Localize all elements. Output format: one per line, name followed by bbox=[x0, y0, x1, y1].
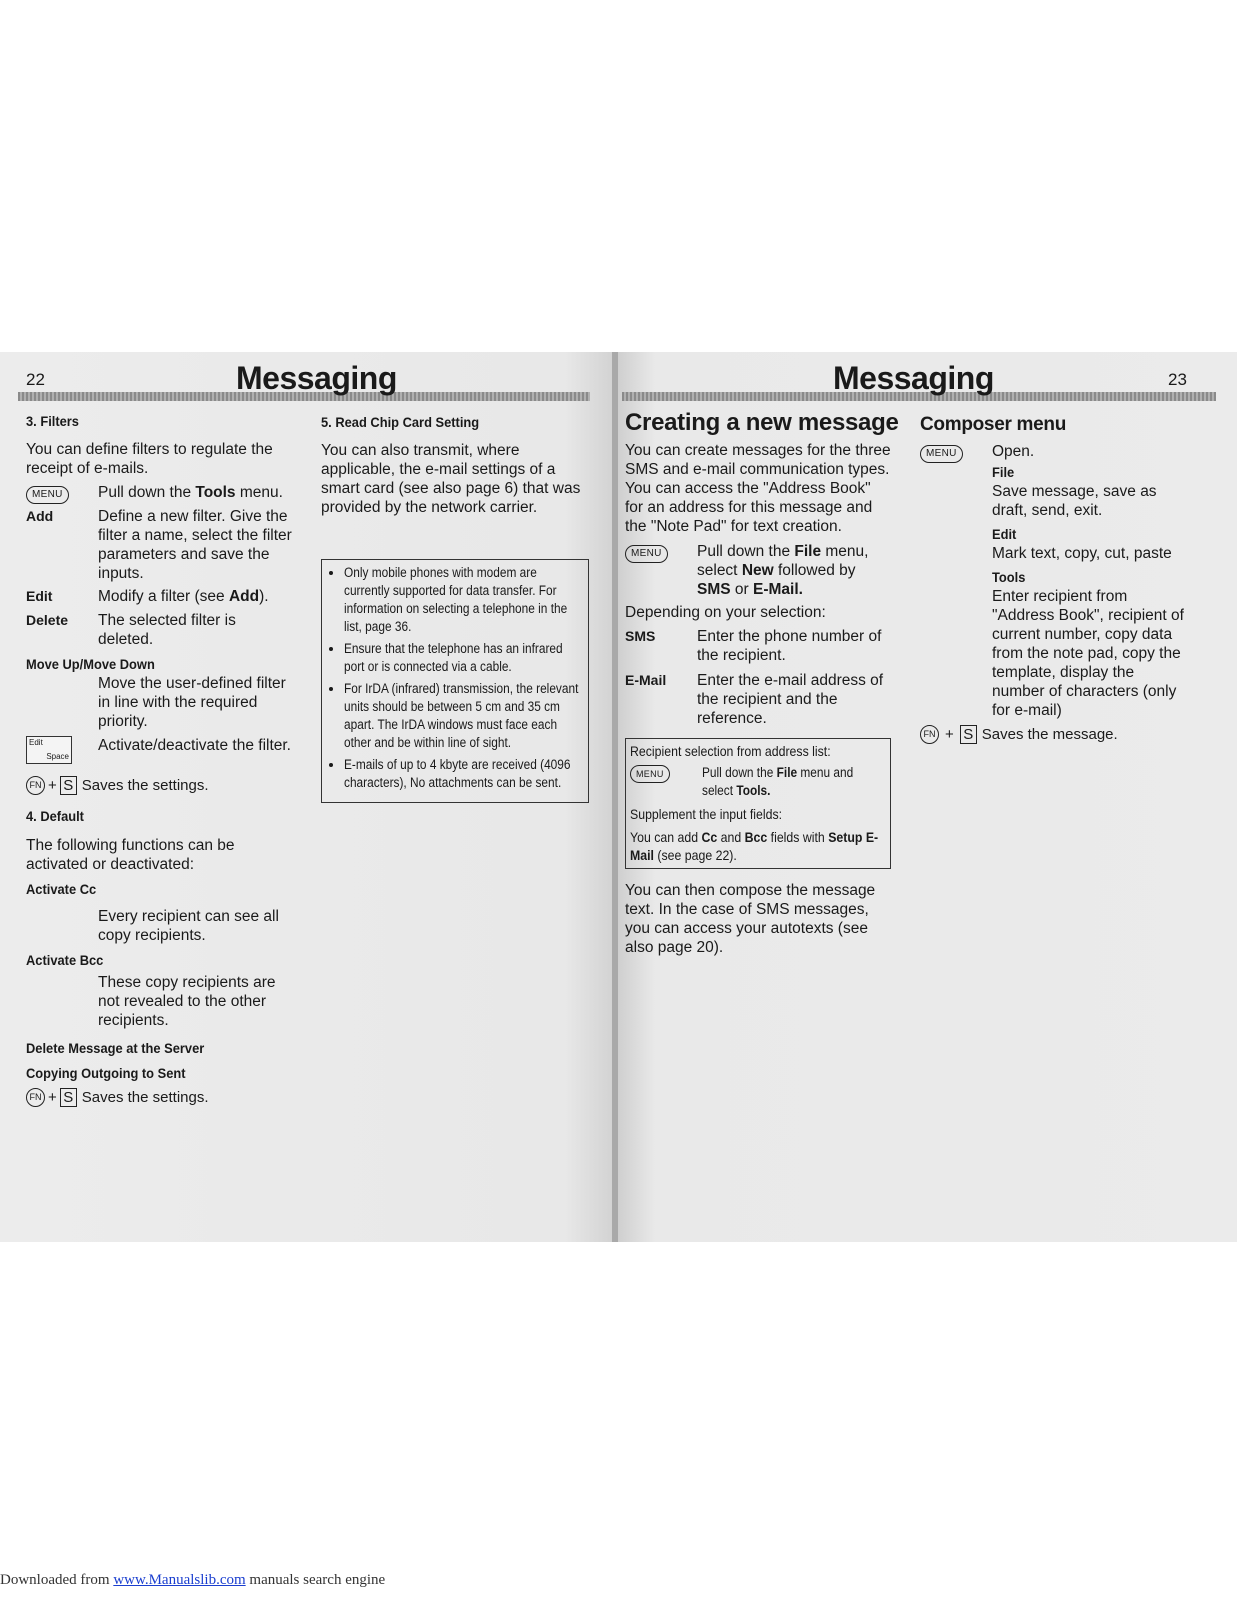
note-item: • Ensure that the telephone has an infrared port or is connected via a cable. bbox=[344, 640, 584, 676]
tools-menu-text: Pull down the Tools menu. bbox=[98, 484, 283, 501]
save-settings-text-2: Saves the settings. bbox=[81, 1089, 209, 1106]
sms-row bbox=[625, 627, 891, 665]
left-page bbox=[0, 352, 614, 1242]
file-label: File bbox=[992, 464, 1015, 480]
activate-bcc-text: These copy recipients are not revealed to the other recipients. bbox=[98, 974, 276, 1029]
default-heading: 4. Default bbox=[26, 808, 84, 824]
page-number-right: 23 bbox=[1168, 370, 1187, 389]
s-key-icon: S bbox=[960, 725, 977, 744]
menu-key-icon: MENU bbox=[630, 765, 670, 783]
s-key-icon: S bbox=[60, 776, 77, 795]
box-menu-text: Pull down the File menu and select Tools. bbox=[702, 765, 854, 798]
recipient-selection-text: Recipient selection from address list: bbox=[630, 743, 831, 759]
default-intro: The following functions can be activated or deactivated: bbox=[26, 837, 235, 873]
filters-intro: You can define filters to regulate the receipt of e-mails. bbox=[26, 441, 273, 477]
activate-row bbox=[26, 736, 294, 769]
file-menu-text: Pull down the File menu, select New followed by SMS or E-Mail. bbox=[697, 543, 869, 598]
file-text: Save message, save as draft, send, exit. bbox=[992, 483, 1157, 519]
edit-row bbox=[26, 587, 294, 606]
edit-label: Edit bbox=[992, 526, 1017, 542]
menu-key-icon: MENU bbox=[26, 486, 69, 504]
scanned-spread bbox=[0, 352, 1237, 1242]
open-row bbox=[920, 442, 1188, 463]
creating-intro: You can create messages for the three SMS and e-mail communication types. You can access the "Address Book" for an address for this message and the "Note Pad" for text creation. bbox=[625, 442, 891, 535]
page-header-right: Messaging bbox=[833, 360, 994, 396]
left-column-1 bbox=[26, 413, 294, 1107]
depending-text: Depending on your selection: bbox=[625, 604, 826, 621]
box-menu-row bbox=[630, 764, 886, 800]
add-label: Add bbox=[26, 508, 54, 524]
activate-bcc-label: Activate Bcc bbox=[26, 952, 104, 968]
email-text: Enter the e-mail address of the recipient and the reference. bbox=[697, 672, 884, 727]
delete-server-label: Delete Message at the Server bbox=[26, 1040, 205, 1056]
email-label: E-Mail bbox=[625, 672, 667, 688]
add-text: Define a new filter. Give the filter a name, select the filter parameters and save the inputs. bbox=[98, 508, 292, 582]
fn-key-icon: FN bbox=[26, 1088, 45, 1107]
sms-label: SMS bbox=[625, 628, 656, 644]
activate-cc-row bbox=[26, 907, 294, 945]
filters-heading: 3. Filters bbox=[26, 413, 79, 429]
edit-label: Edit bbox=[26, 588, 53, 604]
tools-label: Tools bbox=[992, 569, 1026, 585]
tools-text: Enter recipient from "Address Book", recipient of current number, copy data from the note pad, copy the template, display the number of characters (only for e-mail) bbox=[992, 588, 1184, 719]
left-column-2 bbox=[321, 416, 589, 803]
activate-cc-text: Every recipient can see all copy recipients. bbox=[98, 908, 279, 944]
download-footer: Downloaded from www.Manualslib.com manuals search engine bbox=[0, 1572, 386, 1588]
creating-message-heading: Creating a new message bbox=[625, 409, 899, 436]
open-text: Open. bbox=[992, 443, 1035, 460]
save-message-text: Saves the message. bbox=[981, 726, 1118, 743]
compose-outro: You can then compose the message text. In the case of SMS messages, you can access your autotexts (see also page 20). bbox=[625, 882, 876, 956]
fn-key-icon: FN bbox=[920, 725, 939, 744]
recipient-note-box bbox=[625, 738, 891, 869]
move-label: Move Up/Move Down bbox=[26, 656, 155, 672]
delete-row bbox=[26, 611, 294, 649]
read-chip-heading: 5. Read Chip Card Setting bbox=[321, 414, 480, 430]
file-row bbox=[920, 463, 1188, 720]
composer-menu-heading: Composer menu bbox=[920, 414, 1067, 435]
activate-bcc-row bbox=[26, 973, 294, 1030]
note-item: • E-mails of up to 4 kbyte are received (4096 characters), No attachments can be sent. bbox=[344, 756, 584, 792]
right-column-2 bbox=[920, 416, 1188, 744]
edit-text: Mark text, copy, cut, paste bbox=[992, 545, 1172, 562]
save-settings-text: Saves the settings. bbox=[81, 777, 209, 794]
copying-sent-label: Copying Outgoing to Sent bbox=[26, 1065, 186, 1081]
sms-text: Enter the phone number of the recipient. bbox=[697, 628, 882, 664]
move-text: Move the user-defined filter in line with the required priority. bbox=[98, 675, 286, 730]
menu-key-icon: MENU bbox=[920, 445, 963, 463]
delete-label: Delete bbox=[26, 612, 69, 628]
delete-text: The selected filter is deleted. bbox=[98, 612, 236, 648]
note-item: • Only mobile phones with modem are currently supported for data transfer. For information on selecting a telephone in the list, page 36. bbox=[344, 564, 584, 636]
page-header-left: Messaging bbox=[236, 360, 397, 396]
edit-space-key-icon: Edit Space bbox=[26, 736, 72, 764]
s-key-icon: S bbox=[60, 1088, 77, 1107]
tools-menu-row bbox=[26, 483, 294, 504]
read-chip-text: You can also transmit, where applicable, the e-mail settings of a smart card (see also page 6) that was provided by the network carrier. bbox=[321, 442, 581, 516]
save-message-row: FN + S Saves the message. bbox=[920, 725, 1188, 744]
manualslib-link[interactable]: www.Manualslib.com bbox=[113, 1572, 246, 1588]
activate-text: Activate/deactivate the filter. bbox=[98, 737, 291, 754]
right-column-1 bbox=[625, 409, 899, 957]
page-number-left: 22 bbox=[26, 370, 45, 389]
save-settings-row-2: FN + S Saves the settings. bbox=[26, 1088, 294, 1107]
notes-box bbox=[321, 559, 589, 803]
add-row bbox=[26, 507, 294, 583]
save-settings-row: FN + S Saves the settings. bbox=[26, 776, 294, 795]
supplement-text: Supplement the input fields: bbox=[630, 806, 783, 822]
email-row bbox=[625, 671, 891, 728]
edit-text: Modify a filter (see Add). bbox=[98, 588, 269, 605]
activate-cc-label: Activate Cc bbox=[26, 881, 97, 897]
note-item: • For IrDA (infrared) transmission, the relevant units should be between 5 cm and 35 cm apart. The IrDA windows must face each other and be within line of sight. bbox=[344, 680, 584, 752]
menu-key-icon: MENU bbox=[625, 545, 668, 563]
file-menu-row bbox=[625, 542, 891, 599]
cc-bcc-text: You can add Cc and Bcc fields with Setup E-Mail (see page 22). bbox=[630, 829, 879, 863]
move-row bbox=[26, 674, 294, 731]
fn-key-icon: FN bbox=[26, 776, 45, 795]
right-page bbox=[618, 352, 1237, 1242]
